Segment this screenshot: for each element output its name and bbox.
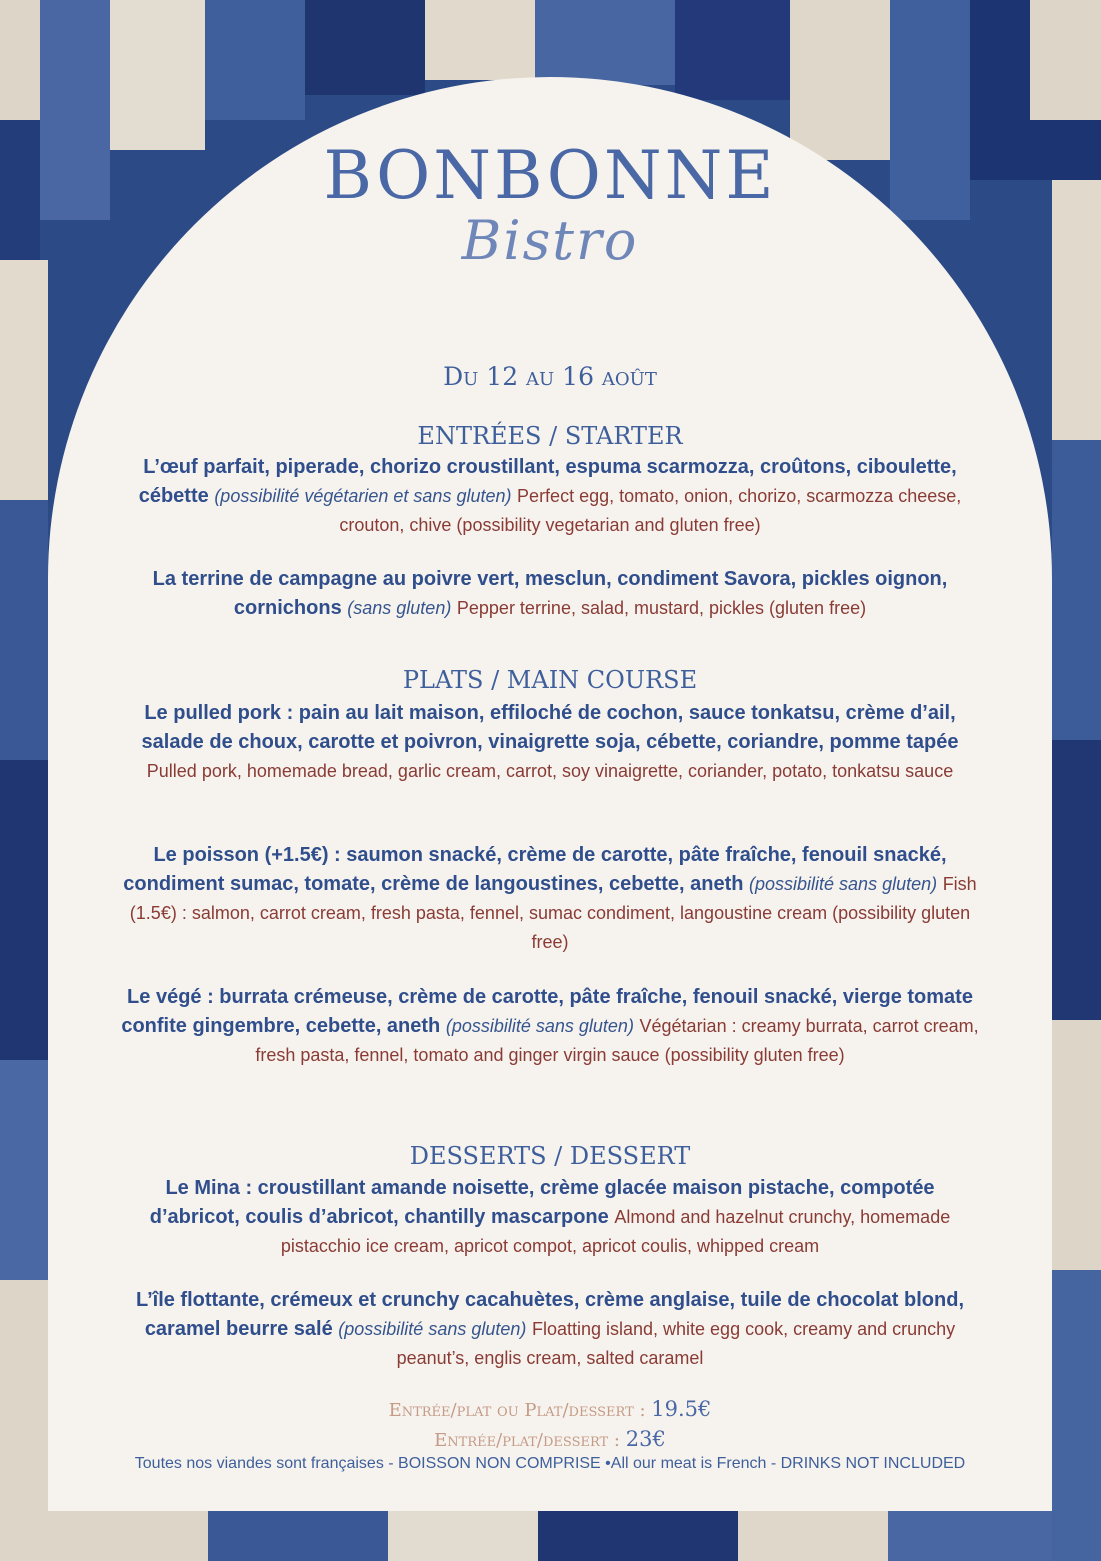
item-en: Floatting island, white egg cook, creamy and crunchy peanut’s, englis cream, salted caramel xyxy=(396,1319,956,1368)
price-label: Entrée/plat ou Plat/dessert : xyxy=(388,1400,646,1421)
price-label: Entrée/plat/dessert : xyxy=(434,1430,620,1451)
menu-item-poisson xyxy=(118,841,982,957)
section-title-main: PLATS / MAIN COURSE xyxy=(402,666,698,694)
menu-item-pork xyxy=(118,699,982,786)
menu-item-vege xyxy=(118,983,982,1070)
item-en: Fish (1.5€) : salmon, carrot cream, fresh pasta, fennel, sumac condiment, langoustine cream (possibility gluten free) xyxy=(129,874,977,952)
item-fr: Le végé : burrata crémeuse, crème de carotte, pâte fraîche, fenouil snacké, vierge tomate confite gingembre, cebette, aneth xyxy=(121,986,973,1037)
item-fr: Le pulled pork : pain au lait maison, effiloché de cochon, sauce tonkatsu, crème d’ail, salade de choux, carotte et poivron, vinaigrette soja, cébette, coriandre, pomme tapée xyxy=(141,702,959,753)
logo-bistro: Bistro xyxy=(461,209,639,272)
section-title-dessert: DESSERTS / DESSERT xyxy=(409,1142,691,1170)
item-note: (possibilité sans gluten) xyxy=(338,1319,527,1339)
item-en: Pepper terrine, salad, mustard, pickles (gluten free) xyxy=(456,598,867,618)
item-note: (sans gluten) xyxy=(347,598,452,618)
footer-note: Toutes nos viandes sont françaises - BOISSON NON COMPRISE •All our meat is French - DRINKS NOT INCLUDED xyxy=(134,1455,966,1472)
price-value: 23€ xyxy=(625,1427,666,1451)
item-fr: L’œuf parfait, piperade, chorizo croustillant, espuma scarmozza, croûtons, ciboulette, cébette xyxy=(138,456,957,507)
item-fr: Le poisson (+1.5€) : saumon snacké, crème de carotte, pâte fraîche, fenouil snacké, condiment sumac, tomate, crème de langoustines, cebette, aneth xyxy=(123,844,947,895)
menu-item-terrine xyxy=(118,565,982,623)
menu-date: Du 12 au 16 août xyxy=(443,362,657,391)
item-en: Perfect egg, tomato, onion, chorizo, scarmozza cheese, crouton, chive (possibility vegetarian and gluten free) xyxy=(339,486,962,535)
price-value: 19.5€ xyxy=(651,1397,712,1421)
menu-item-mina xyxy=(118,1174,982,1261)
item-fr: La terrine de campagne au poivre vert, mesclun, condiment Savora, pickles oignon, cornichons xyxy=(152,568,948,619)
item-note: (possibilité sans gluten) xyxy=(445,1016,634,1036)
logo-bonbonne: BONBONNE xyxy=(323,137,777,214)
price-formula-1 xyxy=(48,1397,1052,1421)
menu-item-ile xyxy=(118,1286,982,1373)
price-formula-2 xyxy=(48,1427,1052,1451)
item-en: Almond and hazelnut crunchy, homemade pistacchio ice cream, apricot compot, apricot coulis, whipped cream xyxy=(280,1207,951,1256)
section-title-starter: ENTRÉES / STARTER xyxy=(417,422,683,450)
item-en: Végétarian : creamy burrata, carrot cream, fresh pasta, fennel, tomato and ginger virgin sauce (possibility gluten free) xyxy=(255,1016,979,1065)
item-fr: Le Mina : croustillant amande noisette, crème glacée maison pistache, compotée d’abricot, coulis d’abricot, chantilly mascarpone xyxy=(149,1177,935,1228)
item-fr: L’île flottante, crémeux et crunchy cacahuètes, crème anglaise, tuile de chocolat blond, caramel beurre salé xyxy=(135,1289,965,1340)
menu-item-oeuf xyxy=(118,453,982,540)
item-en: Pulled pork, homemade bread, garlic cream, carrot, soy vinaigrette, coriander, potato, tonkatsu sauce xyxy=(146,761,954,781)
item-note: (possibilité végétarien et sans gluten) xyxy=(214,486,512,506)
item-note: (possibilité sans gluten) xyxy=(749,874,938,894)
